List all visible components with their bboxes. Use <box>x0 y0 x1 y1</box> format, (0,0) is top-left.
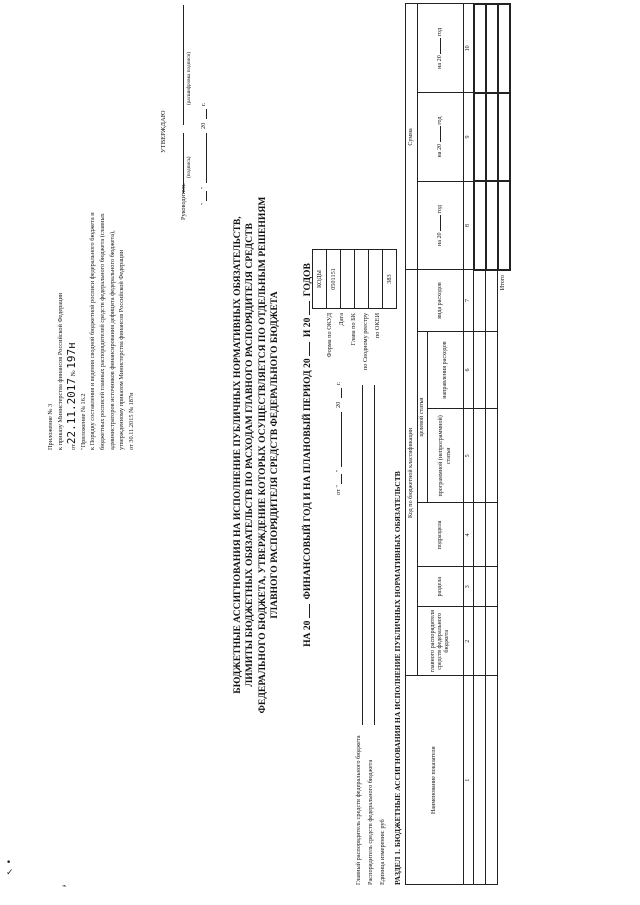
approve-label: УТВЕРЖДАЮ <box>160 110 167 153</box>
year1-na20: на 20 <box>436 232 443 247</box>
scan-mark-dot: ✓ <box>6 868 14 878</box>
glava-value <box>355 250 369 309</box>
title-line: БЮДЖЕТНЫЕ АССИГНОВАНИЯ НА ИСПОЛНЕНИЕ ПУБЛИЧНЫХ НОРМАТИВНЫХ ОБЯЗАТЕЛЬСТВ, <box>232 216 243 694</box>
col-name-header: Наименование показателя <box>406 676 464 885</box>
date-day-line <box>341 474 342 484</box>
date-label: Дата <box>338 313 345 326</box>
glavn-header: главного распорядителя средств федерального бюджета <box>418 606 464 676</box>
appendix-num-handwritten: 197н <box>65 342 79 369</box>
year3-na20: на 20 <box>436 55 443 69</box>
section-heading: РАЗДЕЛ 1. БЮДЖЕТНЫЕ АССИГНОВАНИЯ НА ИСПОЛНЕНИЕ ПУБЛИЧНЫХ НОРМАТИВНЫХ ОБЯЗАТЕЛЬСТВ <box>393 471 402 885</box>
decode-hint: (расшифровка подписи) <box>186 52 192 105</box>
document-subtitle <box>302 145 314 765</box>
reestr-value <box>369 250 383 309</box>
title-line: ФЕДЕРАЛЬНОГО БЮДЖЕТА, УТВЕРЖДЕНИЕ КОТОРЫХ ОСУЩЕСТВЛЯЕТСЯ ПО ОТДЕЛЬНЫМ РЕШЕНИЯМ <box>256 196 268 714</box>
appendix-line: "Приложение № 16.2 <box>79 393 87 450</box>
approve-year-suffix: г. <box>200 102 207 106</box>
appendix-date-prefix: от <box>70 444 78 450</box>
col-num: 5 <box>464 409 474 503</box>
kbk-header: Код по бюджетной классификации <box>406 270 418 676</box>
year1-header <box>418 181 464 270</box>
year1-god: год <box>436 205 443 214</box>
approve-head: Руководитель <box>180 183 187 220</box>
col-num: 8 <box>464 181 474 270</box>
grbs-line <box>362 385 363 725</box>
rbs-line <box>374 385 375 725</box>
okud-label: Форма по ОКУД <box>326 313 333 358</box>
appendix-line: Приложение № 3 <box>47 403 54 450</box>
col-num: 10 <box>464 4 474 93</box>
col-num: 2 <box>464 606 474 676</box>
decode-line <box>183 5 184 125</box>
appendix-line: от 30.11.2015 № 187н <box>127 392 135 450</box>
year2-god: год <box>436 116 443 125</box>
appendix-block <box>46 212 136 450</box>
subtitle-a: НА 20 <box>302 620 313 647</box>
approve-day-line <box>206 191 207 201</box>
appendix-num-prefix: № <box>70 370 78 377</box>
appendix-line: к Порядку составления и ведения сводной бюджетной росписи федерального бюджета и <box>89 212 97 450</box>
col-num: 3 <box>464 567 474 607</box>
subtitle-b: ФИНАНСОВЫЙ ГОД И НА ПЛАНОВЫЙ ПЕРИОД 20 <box>302 358 313 600</box>
reestr-label: по Сводному реестру <box>362 313 369 371</box>
vid-header: вида расходов <box>418 270 464 331</box>
subtitle-d: ГОДОВ <box>302 263 313 297</box>
year3-header <box>418 4 464 93</box>
scan-mark-dot: • <box>6 858 12 868</box>
appendix-line: к приказу Министерства финансов Российской Федерации <box>56 292 64 450</box>
title-line: ГЛАВНОГО РАСПОРЯДИТЕЛЯ СРЕДСТВ ФЕДЕРАЛЬНОГО БЮДЖЕТА <box>269 291 281 619</box>
appendix-line: бюджетных росписей главных распорядителей средств федерального бюджета (главных <box>98 213 106 450</box>
col-num: 7 <box>464 270 474 331</box>
sign-line <box>183 133 184 193</box>
document-title <box>232 145 282 765</box>
appendix-date-handwritten: 22.11.2017 <box>65 377 79 445</box>
codes-table <box>312 249 397 309</box>
assignments-table <box>405 3 511 885</box>
date-year: 20 <box>335 401 342 408</box>
year2-header <box>418 93 464 182</box>
date-suffix: г. <box>335 381 342 385</box>
date-from: от " <box>335 485 342 495</box>
approve-year: 20 <box>200 122 207 129</box>
date-q: " <box>335 469 342 472</box>
approve-month-line <box>206 133 207 183</box>
napr-header: направления расходов <box>428 331 464 409</box>
appendix-line: администраторов источников финансирования дефицита федерального бюджета), <box>108 230 116 450</box>
appendix-line: утвержденному приказом Министерства финансов Российской Федерации <box>118 249 126 450</box>
okei-label: по ОКЕИ <box>374 313 381 339</box>
glava-label: Глава по БК <box>350 313 357 346</box>
sign-hint: (подпись) <box>186 156 192 178</box>
year2-na20: на 20 <box>436 143 443 158</box>
razdel-header: раздела <box>418 567 464 607</box>
table-row <box>474 4 486 885</box>
codes-header: КОДЫ <box>313 250 327 309</box>
col-num: 6 <box>464 331 474 409</box>
total-label: Итого <box>498 270 510 885</box>
year3-god: год <box>436 27 443 37</box>
okud-value: 0501151 <box>327 250 341 309</box>
summa-header: Сумма <box>406 4 418 270</box>
prog-header: программной (непрограммной) статьи <box>428 409 464 503</box>
date-month-line <box>341 412 342 467</box>
col-num: 9 <box>464 93 474 182</box>
approve-year-line <box>206 109 207 119</box>
approve-q1: " <box>200 202 207 205</box>
total-row <box>498 4 510 885</box>
podrazdel-header: подраздела <box>418 503 464 567</box>
okei-value: 383 <box>383 250 397 309</box>
col-num: 1 <box>464 676 474 885</box>
date-value <box>341 250 355 309</box>
col-num: 4 <box>464 503 474 567</box>
grbs-label: Главный распорядитель средств федерального бюджета <box>355 735 362 885</box>
rbs-label: Распорядитель средств федерального бюджета <box>367 759 374 885</box>
unit-label: Единица измерения: руб <box>379 819 386 885</box>
approve-q2: " <box>200 186 207 189</box>
title-line: ЛИМИТЫ БЮДЖЕТНЫХ ОБЯЗАТЕЛЬСТВ ПО РАСХОДАМ ГЛАВНОГО РАСПОРЯДИТЕЛЯ СРЕДСТВ <box>244 223 256 687</box>
table-row <box>486 4 498 885</box>
cel-statya-header: целевой статьи <box>418 331 428 503</box>
scan-mark-scribble: ⌁ <box>62 882 67 890</box>
subtitle-c: И 20 <box>302 317 313 338</box>
